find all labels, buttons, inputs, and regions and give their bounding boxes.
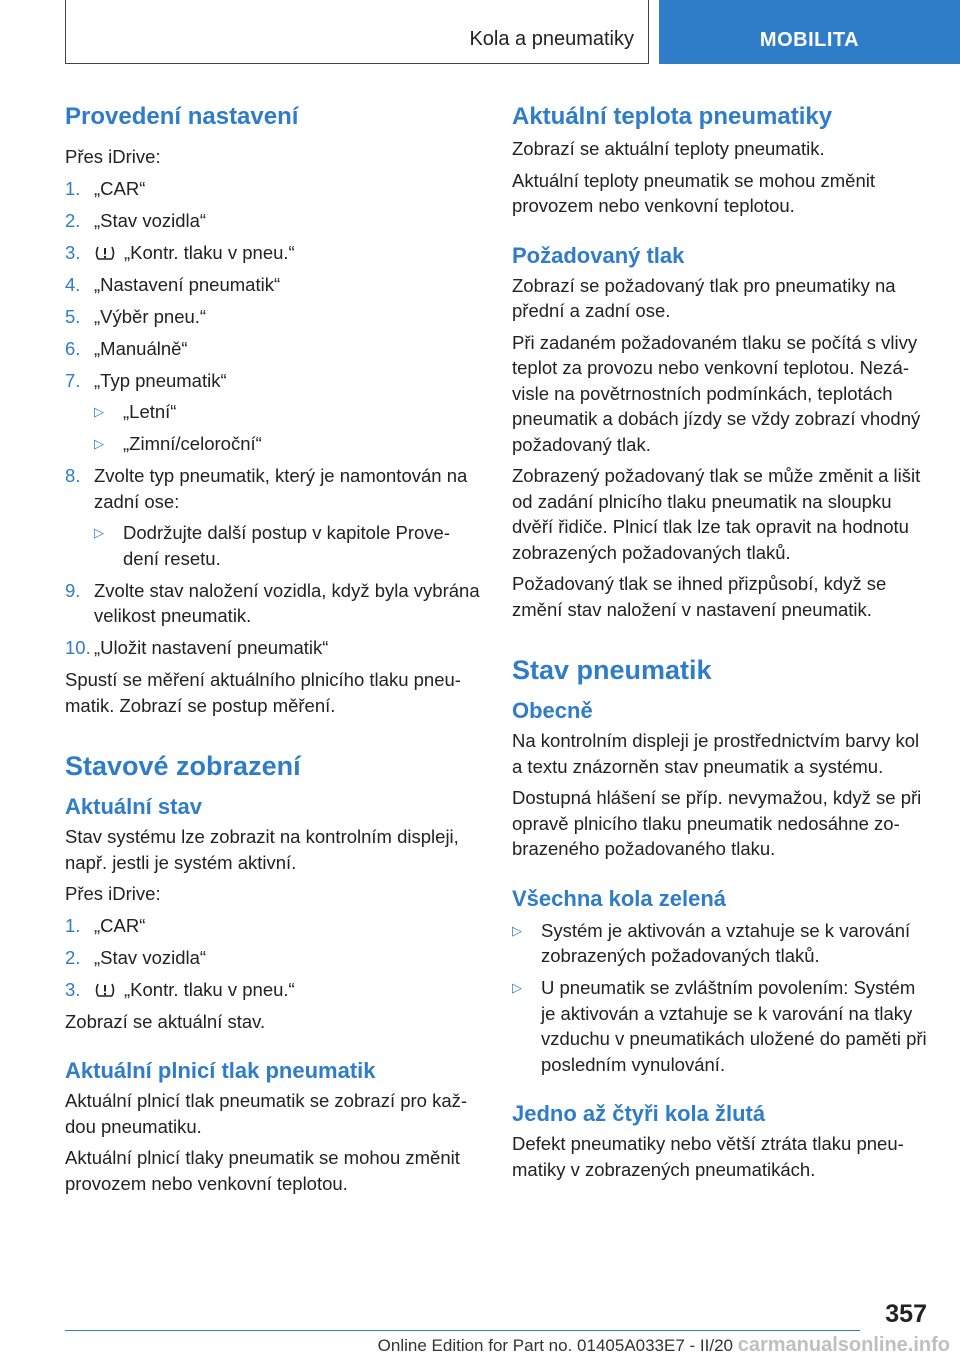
list-item: 9. Zvolte stav naložení vozidla, když byla vybrána velikost pneumatik. [65,579,480,626]
settings-intro: Přes iDrive: [65,146,161,167]
status-steps [65,913,483,1003]
settings-steps [65,176,483,661]
list-item: 4. „Nastavení pneumatik“ [65,273,281,295]
step8-sublist [65,520,483,571]
triangle-right-icon: ▷ [94,404,104,419]
heading-current-status: Aktuální stav [65,794,202,819]
header-chapter-title: MOBILITA [759,29,860,51]
status-intro: Přes iDrive: [65,883,161,904]
list-item: ▷ U pneumatik se zvláštním povolením: Systém je aktivován a vztahuje se k varování na tlaky vzduchu v pneumatikách uložené do paměti při posledním vynulování. [512,977,927,1075]
heading-tire-status: Stav pneumatik [512,655,712,685]
list-item: ▷ Systém je aktivován a vztahuje se k varování zobrazených požadovaných tlaků. [512,919,911,966]
pressure-paragraph-1: Aktuální plnicí tlak pneumatik se zobrazí pro kaž‐dou pneumatiku. [65,1090,468,1137]
list-item: ▷ Dodržujte další postup v kapitole Prove‐dení resetu. [94,522,451,569]
heading-settings: Provedení nastavení [65,103,299,130]
list-item: 2. „Stav vozidla“ [65,209,207,231]
header-section-box [65,0,649,64]
target-paragraph-4: Požadovaný tlak se ihned přizpůsobí, když se změní stav naložení v nastavení pneumatik. [512,573,887,620]
general-paragraph-2: Dostupná hlášení se příp. nevymažou, když se při opravě plnicího tlaku pneumatik nedosáhne zo‐brazeného požadovaného tlaku. [512,787,922,859]
tire-pressure-warning-icon [94,245,116,261]
list-item: 7. „Typ pneumatik“ ▷ „Letní“ ▷ „Zimní/celoroční“ [65,368,483,457]
target-paragraph-3: Zobrazený požadovaný tlak se může změnit a lišit od zadání plnicího tlaku pneumatik na sloupku dvěří řidiče. Plnicí tlak lze tak opravit na hodnotu zobrazených požadovaných tlaků. [512,465,921,563]
footer-text [378,1334,950,1357]
heading-target-pressure: Požadovaný tlak [512,242,685,268]
left-column [65,100,483,1202]
list-item: 3. „Kontr. tlaku v pneu.“ [65,241,295,263]
triangle-right-icon: ▷ [94,525,104,540]
heading-general: Obecně [512,698,593,723]
list-item: 2. „Stav vozidla“ [65,946,207,968]
heading-current-pressure: Aktuální plnicí tlak pneumatik [65,1058,376,1083]
list-item: ▷ „Letní“ [65,399,483,425]
settings-result: Spustí se měření aktuálního plnicího tlaku pneu‐matik. Zobrazí se postup měření. [65,669,461,716]
list-item: 10. „Uložit nastavení pneumatik“ [65,637,329,658]
header-chapter-tab [659,0,960,64]
right-column [512,100,932,1188]
target-paragraph-2: Při zadaném požadovaném tlaku se počítá s vlivy teplot za provozu nebo venkovní teplotou. Nezá‐visle na povětrnostních podmínkách, teplotách pneumatik a dobách jízdy se vždy zobrazí vhodný požadovaný tlak. [512,331,921,455]
edition-text: Online Edition for Part no. 01405A033E7 - II/20 [377,1336,733,1355]
list-item: 1. „CAR“ [65,914,146,936]
yellow-paragraph-1: Defekt pneumatiky nebo větší ztráta tlaku pneu‐matiky v zobrazených pneumatikách. [512,1133,904,1180]
temp-paragraph-2: Aktuální teploty pneumatik se mohou změnit provozem nebo venkovní teplotou. [512,169,875,216]
heading-all-green: Všechna kola zelená [512,885,726,911]
target-paragraph-1: Zobrazí se požadovaný tlak pro pneumatiky na přední a zadní ose. [512,274,896,321]
status-paragraph: Stav systému lze zobrazit na kontrolním displeji, např. jestli je systém aktivní. [65,826,459,873]
header-section-title: Kola a pneumatiky [469,28,634,50]
list-item: 3. „Kontr. tlaku v pneu.“ [65,978,295,1000]
list-item: 6. „Manuálně“ [65,337,188,359]
footer-divider [65,1330,860,1331]
list-item: 8. Zvolte typ pneumatik, který je namontován na zadní ose: ▷ Dodržujte další postup v kapitole Prove‐dení resetu. [65,463,483,571]
pressure-paragraph-2: Aktuální plnicí tlaky pneumatik se mohou změnit provozem nebo venkovní teplotou. [65,1147,460,1194]
heading-tire-temperature: Aktuální teplota pneumatiky [512,103,833,130]
heading-yellow: Jedno až čtyři kola žlutá [512,1101,766,1126]
watermark-text: carmanualsonline.info [737,1334,950,1356]
triangle-right-icon: ▷ [512,922,522,938]
list-item: 5. „Výběr pneu.“ [65,305,207,327]
general-paragraph-1: Na kontrolním displeji je prostřednictvím barvy kol a textu znázorněn stav pneumatik a systému. [512,730,920,777]
tire-pressure-warning-icon [94,982,116,998]
status-result: Zobrazí se aktuální stav. [65,1010,266,1032]
temp-paragraph-1: Zobrazí se aktuální teploty pneumatik. [512,138,825,159]
heading-status-display: Stavové zobrazení [65,751,301,781]
triangle-right-icon: ▷ [512,980,522,995]
page-number: 357 [885,1300,927,1328]
triangle-right-icon: ▷ [94,436,104,451]
green-bullets [512,918,932,1078]
step7-sublist [65,399,483,457]
list-item: ▷ „Zimní/celoroční“ [65,431,483,457]
list-item: 1. „CAR“ [65,177,146,199]
